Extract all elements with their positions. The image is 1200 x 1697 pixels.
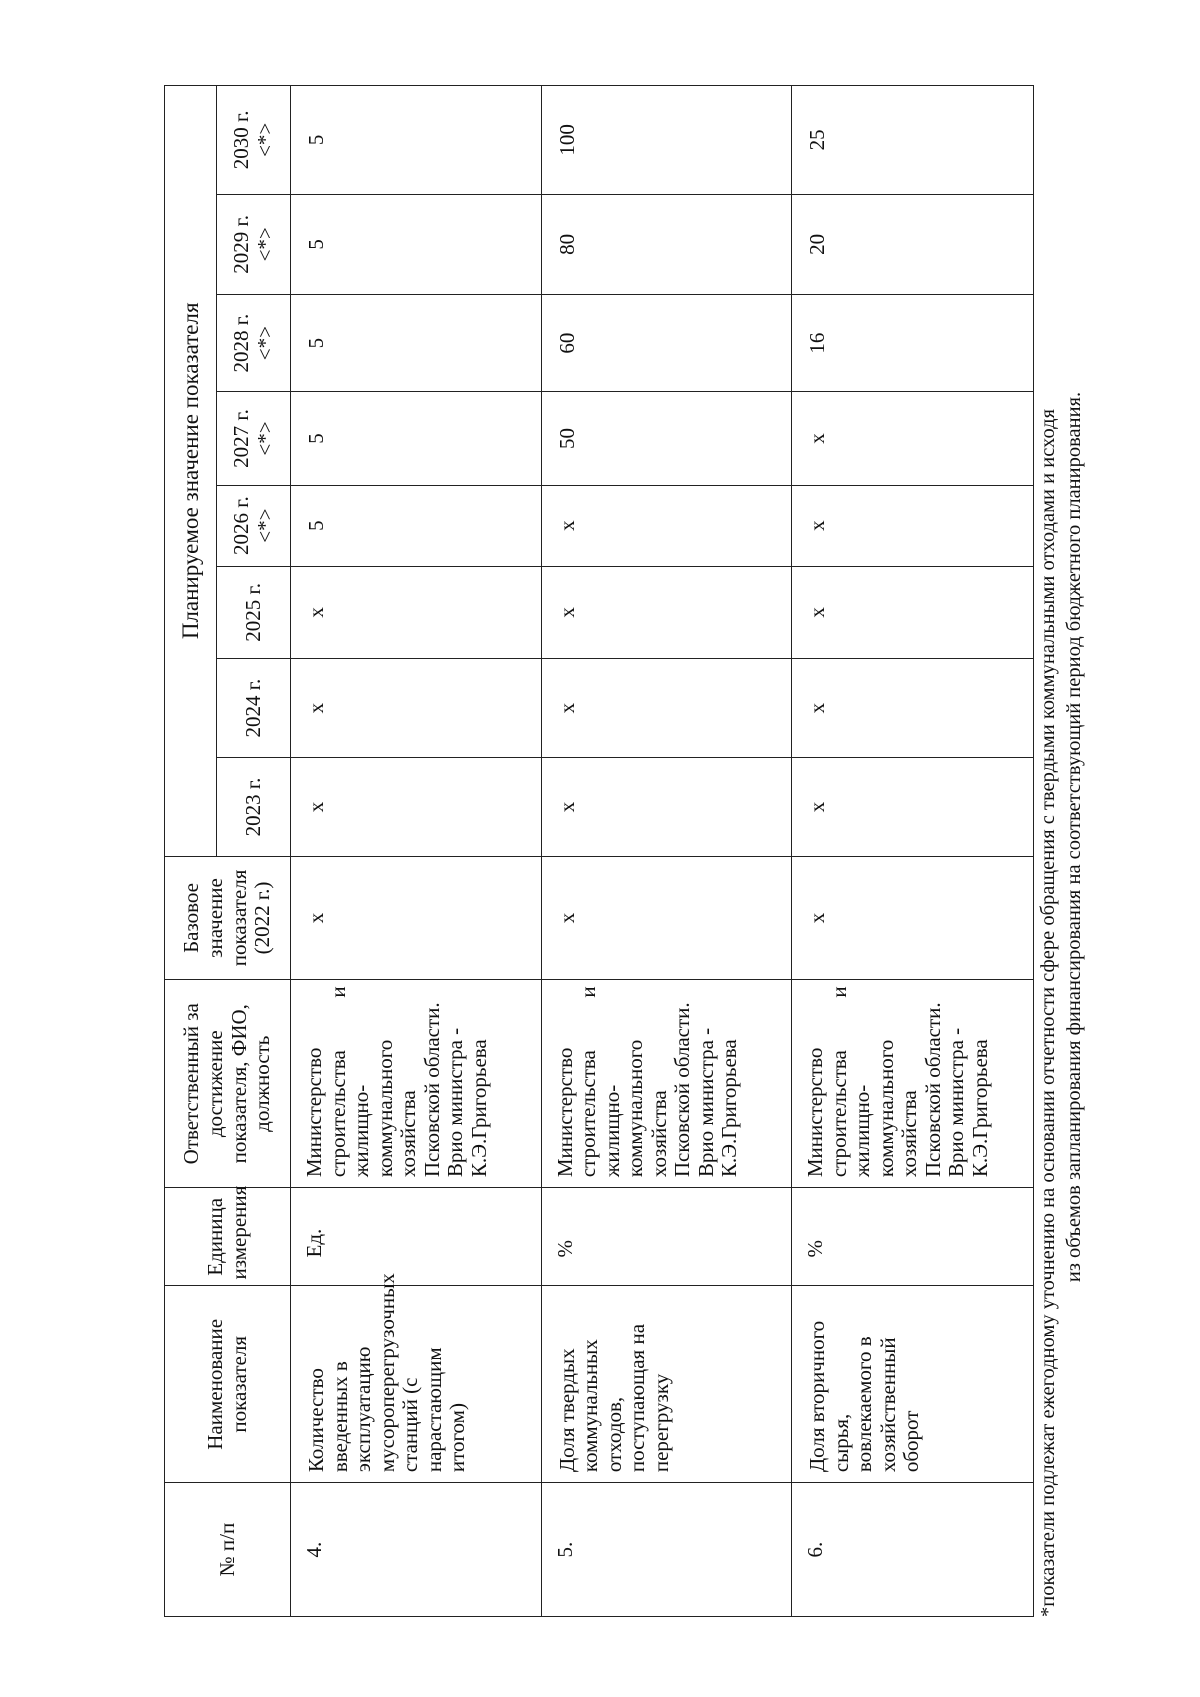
year-value: x	[792, 658, 1034, 757]
responsible-text: Врио министра -	[944, 1027, 969, 1178]
year-value: x	[792, 758, 1034, 856]
year-value: x	[291, 566, 542, 658]
header-name: Наименование показателя	[165, 1286, 291, 1483]
year-value: x	[792, 485, 1034, 566]
header-year: 2026 г. <*>	[217, 485, 291, 566]
header-base-value: Базовое значение показателя (2022 г.)	[165, 856, 291, 980]
year-value: 16	[792, 295, 1034, 392]
row-number: 6.	[792, 1483, 1034, 1617]
header-year: 2023 г.	[217, 758, 291, 856]
responsible-text: жилищно-	[349, 1084, 374, 1178]
table-row	[291, 86, 542, 1617]
base-value: x	[291, 856, 542, 980]
responsible-cell	[792, 980, 1034, 1188]
responsible-cell	[291, 980, 542, 1188]
responsible-text: и	[826, 986, 851, 998]
responsible-text: коммунального	[372, 1039, 397, 1178]
responsible-text: К.Э.Григорьева	[717, 1039, 742, 1178]
year-value: 5	[291, 86, 542, 195]
responsible-text: К.Э.Григорьева	[967, 1039, 992, 1178]
responsible-text: строительства	[325, 1050, 350, 1178]
header-year: 2028 г. <*>	[217, 295, 291, 392]
responsible-text: Министерство	[552, 1047, 577, 1178]
unit-cell: Ед.	[291, 1188, 542, 1286]
year-value: 20	[792, 194, 1034, 294]
indicator-name: Доля твердых коммунальных отходов, поступающая на перегрузку	[541, 1286, 792, 1483]
responsible-text: строительства	[826, 1050, 851, 1178]
header-planned-value: Планируемое значение показателя	[165, 86, 217, 857]
unit-cell: %	[541, 1188, 792, 1286]
year-value: 100	[541, 86, 792, 195]
year-value: 80	[541, 194, 792, 294]
responsible-text: К.Э.Григорьева	[466, 1039, 491, 1178]
header-unit: Единица измерения	[165, 1188, 291, 1286]
responsible-text: жилищно-	[599, 1084, 624, 1178]
responsible-text: Министерство	[803, 1047, 828, 1178]
responsible-text: жилищно-	[850, 1084, 875, 1178]
indicators-table	[164, 85, 1034, 1617]
header-year: 2030 г. <*>	[217, 86, 291, 195]
header-num: № п/п	[165, 1483, 291, 1617]
responsible-cell	[541, 980, 792, 1188]
header-year: 2029 г. <*>	[217, 194, 291, 294]
indicator-name: Количество введенных в эксплуатацию мусороперегрузочных станций (с нарастающим итогом)	[291, 1286, 542, 1483]
responsible-text: и	[325, 986, 350, 998]
year-value: 25	[792, 86, 1034, 195]
responsible-text: Псковской области.	[670, 1002, 695, 1178]
year-value: 5	[291, 295, 542, 392]
responsible-text: Врио министра -	[443, 1027, 468, 1178]
responsible-text: хозяйства	[897, 1090, 922, 1178]
year-value: 5	[291, 194, 542, 294]
year-value: x	[541, 658, 792, 757]
year-value: x	[291, 758, 542, 856]
year-value: x	[792, 392, 1034, 485]
responsible-text: Псковской области.	[920, 1002, 945, 1178]
row-number: 4.	[291, 1483, 542, 1617]
responsible-text: хозяйства	[396, 1090, 421, 1178]
year-value: x	[541, 485, 792, 566]
year-value: 5	[291, 485, 542, 566]
year-value: x	[541, 758, 792, 856]
header-year: 2024 г.	[217, 658, 291, 757]
year-value: x	[792, 566, 1034, 658]
responsible-text: Министерство	[302, 1047, 326, 1178]
table-row	[541, 86, 792, 1617]
year-value: x	[291, 658, 542, 757]
header-year: 2027 г. <*>	[217, 392, 291, 485]
unit-cell: %	[792, 1188, 1034, 1286]
year-value: 60	[541, 295, 792, 392]
header-responsible: Ответственный за достижение показателя, ФИО, должность	[165, 980, 291, 1188]
footnote	[1036, 57, 1087, 1617]
base-value: x	[792, 856, 1034, 980]
year-value: 50	[541, 392, 792, 485]
row-number: 5.	[541, 1483, 792, 1617]
responsible-text: Врио министра -	[693, 1027, 718, 1178]
year-value: 5	[291, 392, 542, 485]
footnote-line: *показатели подлежат ежегодному уточнению на основании отчетности сфере обращения с твердыми коммунальными отходами и исходя	[1037, 408, 1059, 1617]
header-year: 2025 г.	[217, 566, 291, 658]
responsible-text: коммунального	[873, 1039, 898, 1178]
responsible-text: Псковской области.	[419, 1002, 444, 1178]
year-value: x	[541, 566, 792, 658]
responsible-text: и	[576, 986, 601, 998]
table-row	[792, 86, 1034, 1617]
base-value: x	[541, 856, 792, 980]
responsible-text: коммунального	[623, 1039, 648, 1178]
responsible-text: хозяйства	[646, 1090, 671, 1178]
indicator-name: Доля вторичного сырья, вовлекаемого в хозяйственный оборот	[792, 1286, 1034, 1483]
responsible-text: строительства	[576, 1050, 601, 1178]
footnote-line: из объемов запланирования финансирования на соответствующий период бюджетного планирования.	[1062, 391, 1085, 1283]
